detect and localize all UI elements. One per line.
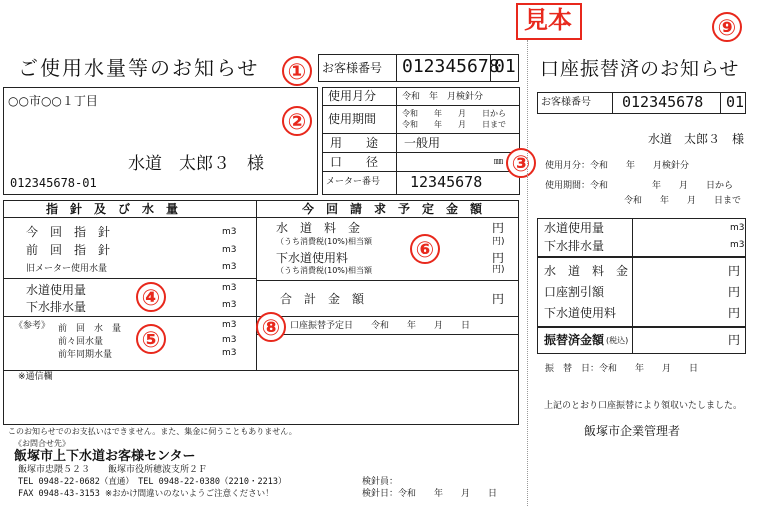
inspect-date: 検針日：令和 年 月 日 — [362, 489, 498, 499]
meter-number-label: メーター番号 — [326, 177, 381, 187]
ref-prev-label: 前 回 水 量 — [58, 324, 122, 334]
receipt-yen-4: 円 — [728, 333, 741, 347]
receipt-usage-month: 使用月分：令和 年 月検針分 — [545, 161, 690, 171]
receipt-period-line2: 令和 年 月 日まで — [624, 196, 742, 206]
center-address: 飯塚市忠隈５２３ 飯塚市役所穂波支所２Ｆ — [18, 465, 208, 475]
water-fee-label: 水 道 料 金 — [276, 221, 361, 235]
unit-7: m3 — [222, 335, 237, 345]
previous-reading-label: 前 回 指 針 — [26, 243, 111, 257]
marker-1: ① — [282, 56, 312, 86]
usage-month-value: 令和 年 月検針分 — [402, 92, 484, 102]
old-meter-label: 旧メーター使用水量 — [26, 264, 108, 274]
water-usage-label: 水道使用量 — [26, 283, 87, 297]
ref-prev2-label: 前々回水量 — [58, 337, 104, 347]
receipt-period-label: 使用期間：令和 — [545, 181, 609, 191]
receipt-customer-label: お客様番号 — [541, 97, 591, 108]
customer-number: 012345678 — [402, 56, 500, 77]
diameter-label: 口 径 — [330, 155, 379, 169]
receipt-unit-2: m3 — [730, 240, 745, 250]
usage-month-label: 使用月分 — [328, 89, 377, 103]
meter-number: 12345678 — [410, 173, 483, 191]
tel: TEL 0948-22-0682（直通） TEL 0948-22-0380（2210・2213） — [18, 477, 287, 487]
meter-header: 指 針 及 び 水 量 — [46, 202, 179, 216]
inspector: 検針員： — [362, 477, 399, 487]
service-center: 飯塚市上下水道お客様センター — [14, 449, 196, 464]
marker-4: ④ — [136, 282, 166, 312]
receipt-issuer: 飯塚市企業管理者 — [584, 424, 681, 438]
purpose-value: 一般用 — [404, 136, 441, 150]
purpose-label: 用 途 — [330, 136, 379, 150]
receipt-yen-2: 円 — [728, 285, 741, 299]
unit-1: m3 — [222, 227, 237, 237]
receipt-total: 振替済金額 — [544, 333, 605, 347]
inquiry-label: 《お問合せ先》 — [14, 439, 70, 448]
receipt-unit-1: m3 — [730, 223, 745, 233]
debit-date: 口座振替予定日 令和 年 月 日 — [290, 321, 471, 331]
receipt-received: 上記のとおり口座振替により領収いたしました。 — [544, 401, 743, 411]
unit-2: m3 — [222, 245, 237, 255]
separator — [527, 40, 528, 506]
period-line1: 令和 年 月 日から — [402, 109, 506, 118]
receipt-water-usage: 水道使用量 — [544, 221, 605, 235]
unit-4: m3 — [222, 283, 237, 293]
unit-6: m3 — [222, 320, 237, 330]
unit-5: m3 — [222, 300, 237, 310]
usage-period-label: 使用期間 — [328, 112, 377, 126]
marker-9: ⑨ — [712, 12, 742, 42]
receipt-title: 口座振替済のお知らせ — [540, 58, 740, 80]
billing-header: 今 回 請 求 予 定 金 額 — [302, 202, 483, 216]
customer-number-label: お客様番号 — [322, 61, 383, 75]
marker-3: ③ — [506, 148, 536, 178]
total-label: 合 計 金 額 — [280, 292, 365, 306]
receipt-discount: 口座割引額 — [544, 285, 605, 299]
current-reading-label: 今 回 指 針 — [26, 225, 111, 239]
ref-lastyear-label: 前年同期水量 — [58, 350, 113, 360]
total-yen: 円 — [492, 292, 505, 306]
receipt-name: 水道 太郎３ 様 — [648, 132, 745, 146]
sample-mark: 見本 — [524, 6, 572, 34]
sewer-usage-label: 下水排水量 — [26, 300, 87, 314]
marker-8: ⑧ — [256, 312, 286, 342]
water-tax-yen: 円) — [492, 237, 505, 247]
notice-title: ご使用水量等のお知らせ — [18, 56, 260, 80]
customer-suffix: 01 — [494, 56, 516, 77]
receipt-sewer-usage: 下水排水量 — [544, 239, 605, 253]
marker-5: ⑤ — [136, 324, 166, 354]
sewer-fee-yen: 円 — [492, 251, 505, 265]
customer-name: 水道 太郎３ 様 — [128, 154, 264, 174]
period-line2: 令和 年 月 日まで — [402, 120, 506, 129]
water-fee-yen: 円 — [492, 221, 505, 235]
diameter-unit: ㎜ — [494, 157, 504, 167]
notes-label: ※通信欄 — [18, 372, 53, 382]
account-number: 012345678-01 — [10, 176, 97, 190]
receipt-water-fee: 水 道 料 金 — [544, 264, 629, 278]
unit-3: m3 — [222, 262, 237, 272]
water-tax-label: （うち消費税(10%)相当額 — [276, 237, 373, 246]
sewer-tax-yen: 円) — [492, 265, 505, 275]
address: ○○市○○１丁目 — [8, 94, 98, 108]
fax: FAX 0948-43-3153 ※おかけ間違いのないようご注意ください！ — [18, 489, 274, 499]
reference-label: 《参考》 — [14, 321, 51, 331]
receipt-sewer-fee: 下水道使用料 — [544, 306, 617, 320]
receipt-customer-suffix: 01 — [726, 93, 745, 111]
unit-8: m3 — [222, 348, 237, 358]
receipt-total-tax: (税込) — [606, 336, 629, 345]
receipt-customer-number: 012345678 — [622, 93, 704, 111]
marker-6: ⑥ — [410, 234, 440, 264]
receipt-debit-day: 振 替 日：令和 年 月 日 — [545, 364, 699, 374]
receipt-period-line1: 年 月 日から — [652, 181, 734, 191]
receipt-yen-1: 円 — [728, 264, 741, 278]
footer-note: このお知らせでのお支払いはできません。また、集金に伺うこともありません。 — [8, 427, 297, 436]
receipt-yen-3: 円 — [728, 306, 741, 320]
marker-2: ② — [282, 106, 312, 136]
sewer-tax-label: （うち消費税(10%)相当額 — [276, 266, 373, 275]
sewer-fee-label: 下水道使用料 — [276, 251, 349, 265]
